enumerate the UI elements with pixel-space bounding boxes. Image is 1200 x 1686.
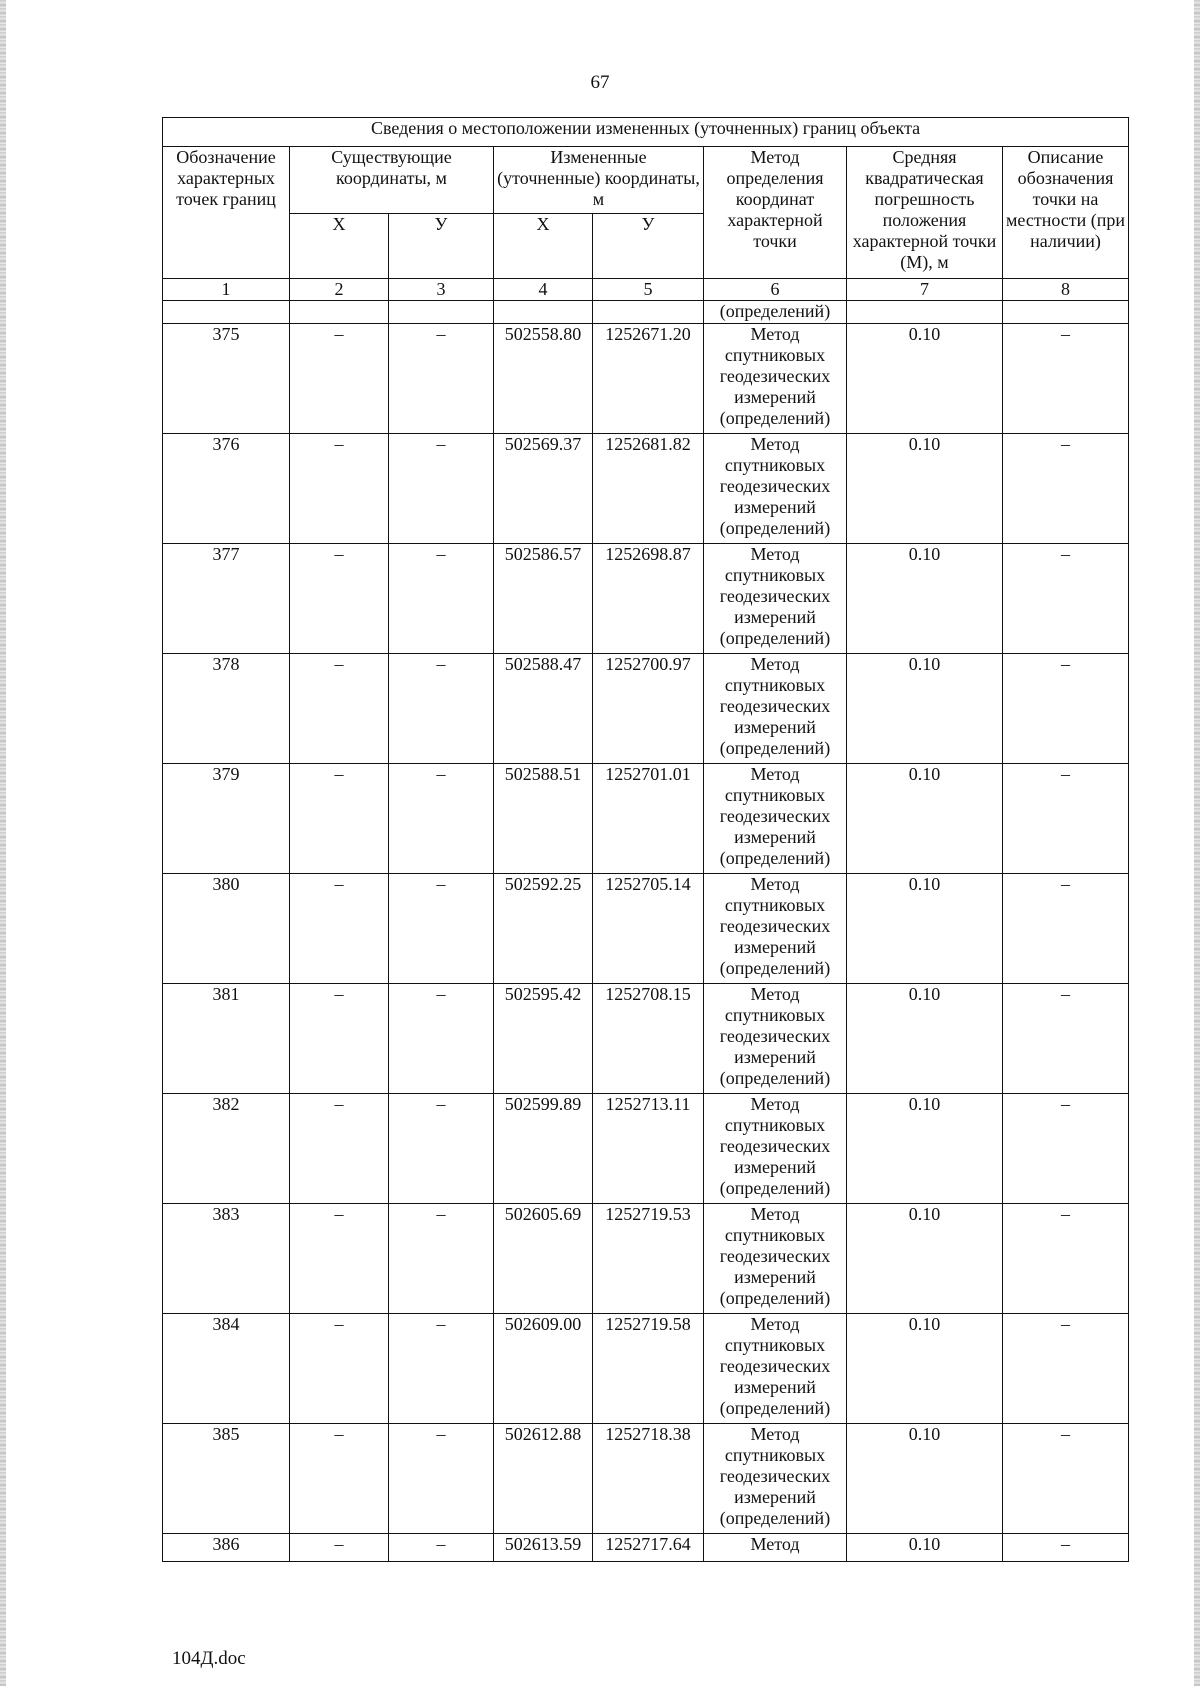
cell-changed-x: 502599.89: [494, 1094, 593, 1204]
cell-mean-error: 0.10: [847, 1424, 1003, 1534]
table-row: [163, 654, 1129, 764]
cell-changed-y: 1252701.01: [593, 764, 704, 874]
cell-changed-y: 1252713.11: [593, 1094, 704, 1204]
cell-changed-x: 502609.00: [494, 1314, 593, 1424]
cell-point-id: 377: [163, 544, 290, 654]
header-existing-coordinates: Существующие координаты, м: [290, 147, 494, 214]
cell-point-id: 383: [163, 1204, 290, 1314]
cell-method: Метод спутниковых геодезических измерений (определений): [704, 654, 847, 764]
cell-description: –: [1003, 1204, 1129, 1314]
continuation-row: [163, 301, 1129, 324]
cell-existing-x: –: [290, 1534, 389, 1562]
cell-mean-error: 0.10: [847, 434, 1003, 544]
cell-existing-y: –: [389, 544, 494, 654]
cell-existing-y: –: [389, 654, 494, 764]
cell-method: Метод спутниковых геодезических измерений (определений): [704, 1314, 847, 1424]
continuation-method-text: (определений): [704, 301, 847, 324]
cell-description: –: [1003, 1094, 1129, 1204]
cell-mean-error: 0.10: [847, 1534, 1003, 1562]
column-number: 4: [494, 279, 593, 301]
header-point-designation: Обозначение характерных точек границ: [163, 147, 290, 279]
column-number: 6: [704, 279, 847, 301]
table-row: [163, 434, 1129, 544]
header-mean-error: Средняя квадратическая погрешность положения характерной точки (М), м: [847, 147, 1003, 279]
cell-description: –: [1003, 1534, 1129, 1562]
cell-changed-y: 1252698.87: [593, 544, 704, 654]
table-row: [163, 544, 1129, 654]
cell-changed-y: 1252717.64: [593, 1534, 704, 1562]
boundary-coordinates-table: [162, 117, 1129, 1562]
cell-method: Метод спутниковых геодезических измерений (определений): [704, 764, 847, 874]
page-number: 67: [590, 72, 610, 93]
header-changed-x: Х: [494, 214, 593, 279]
header-method: Метод определения координат характерной точки: [704, 147, 847, 279]
cell-mean-error: 0.10: [847, 984, 1003, 1094]
cell-existing-y: –: [389, 1314, 494, 1424]
cell-mean-error: 0.10: [847, 764, 1003, 874]
cell-method: Метод спутниковых геодезических измерений (определений): [704, 434, 847, 544]
cell-existing-y: –: [389, 1204, 494, 1314]
table-title: Сведения о местоположении измененных (уточненных) границ объекта: [163, 118, 1129, 147]
cell-existing-y: –: [389, 434, 494, 544]
scan-edge-right: [1194, 0, 1200, 1686]
cell-method: Метод спутниковых геодезических измерений (определений): [704, 324, 847, 434]
cell-description: –: [1003, 1424, 1129, 1534]
cell-description: –: [1003, 324, 1129, 434]
cell-point-id: 376: [163, 434, 290, 544]
column-number: 2: [290, 279, 389, 301]
cell-existing-y: –: [389, 984, 494, 1094]
cell-changed-x: 502612.88: [494, 1424, 593, 1534]
cell-description: –: [1003, 654, 1129, 764]
cell-method: Метод спутниковых геодезических измерений (определений): [704, 984, 847, 1094]
table-row: [163, 324, 1129, 434]
cell-changed-y: 1252681.82: [593, 434, 704, 544]
cell-description: –: [1003, 874, 1129, 984]
cell-point-id: 382: [163, 1094, 290, 1204]
cell-existing-x: –: [290, 1094, 389, 1204]
header-changed-y: У: [593, 214, 704, 279]
cell-point-id: 379: [163, 764, 290, 874]
cell-changed-x: 502588.47: [494, 654, 593, 764]
cell-existing-y: –: [389, 324, 494, 434]
cell-existing-x: –: [290, 874, 389, 984]
column-number-row: [163, 279, 1129, 301]
footer-filename: 104Д.doc: [172, 1648, 246, 1669]
cell-existing-y: –: [389, 1424, 494, 1534]
cell-mean-error: 0.10: [847, 324, 1003, 434]
cell-existing-y: –: [389, 1534, 494, 1562]
cell-changed-x: 502569.37: [494, 434, 593, 544]
cell-existing-x: –: [290, 1314, 389, 1424]
cell-description: –: [1003, 984, 1129, 1094]
scan-edge-left: [0, 0, 6, 1686]
cell-point-id: 386: [163, 1534, 290, 1562]
cell-description: –: [1003, 764, 1129, 874]
column-number: 1: [163, 279, 290, 301]
cell-method: Метод спутниковых геодезических измерений (определений): [704, 1204, 847, 1314]
table-row: [163, 1534, 1129, 1562]
header-description: Описание обозначения точки на местности (при наличии): [1003, 147, 1129, 279]
table-row: [163, 764, 1129, 874]
cell-point-id: 378: [163, 654, 290, 764]
cell-point-id: 381: [163, 984, 290, 1094]
table-row: [163, 1424, 1129, 1534]
cell-existing-x: –: [290, 324, 389, 434]
table-row: [163, 1204, 1129, 1314]
cell-existing-y: –: [389, 874, 494, 984]
cell-changed-x: 502558.80: [494, 324, 593, 434]
cell-method: Метод спутниковых геодезических измерений (определений): [704, 874, 847, 984]
header-existing-x: Х: [290, 214, 389, 279]
cell-method: Метод спутниковых геодезических измерений (определений): [704, 544, 847, 654]
cell-existing-x: –: [290, 984, 389, 1094]
cell-existing-y: –: [389, 1094, 494, 1204]
column-number: 7: [847, 279, 1003, 301]
cell-mean-error: 0.10: [847, 1204, 1003, 1314]
cell-changed-y: 1252708.15: [593, 984, 704, 1094]
cell-changed-x: 502613.59: [494, 1534, 593, 1562]
cell-mean-error: 0.10: [847, 654, 1003, 764]
table-row: [163, 984, 1129, 1094]
cell-point-id: 380: [163, 874, 290, 984]
cell-description: –: [1003, 1314, 1129, 1424]
cell-existing-x: –: [290, 434, 389, 544]
cell-mean-error: 0.10: [847, 544, 1003, 654]
cell-changed-x: 502588.51: [494, 764, 593, 874]
cell-description: –: [1003, 434, 1129, 544]
cell-changed-x: 502595.42: [494, 984, 593, 1094]
table-row: [163, 1314, 1129, 1424]
cell-existing-x: –: [290, 654, 389, 764]
cell-mean-error: 0.10: [847, 1094, 1003, 1204]
cell-changed-y: 1252671.20: [593, 324, 704, 434]
cell-existing-x: –: [290, 544, 389, 654]
cell-point-id: 375: [163, 324, 290, 434]
cell-point-id: 384: [163, 1314, 290, 1424]
cell-existing-x: –: [290, 764, 389, 874]
cell-existing-x: –: [290, 1424, 389, 1534]
cell-changed-y: 1252718.38: [593, 1424, 704, 1534]
cell-description: –: [1003, 544, 1129, 654]
cell-changed-x: 502586.57: [494, 544, 593, 654]
cell-changed-x: 502605.69: [494, 1204, 593, 1314]
cell-method: Метод спутниковых геодезических измерений (определений): [704, 1094, 847, 1204]
cell-method: Метод: [704, 1534, 847, 1562]
cell-mean-error: 0.10: [847, 874, 1003, 984]
cell-mean-error: 0.10: [847, 1314, 1003, 1424]
cell-point-id: 385: [163, 1424, 290, 1534]
column-number: 8: [1003, 279, 1129, 301]
cell-changed-y: 1252719.53: [593, 1204, 704, 1314]
column-number: 3: [389, 279, 494, 301]
cell-existing-x: –: [290, 1204, 389, 1314]
header-existing-y: У: [389, 214, 494, 279]
cell-changed-y: 1252705.14: [593, 874, 704, 984]
cell-changed-y: 1252719.58: [593, 1314, 704, 1424]
header-changed-coordinates: Измененные (уточненные) координаты, м: [494, 147, 704, 214]
table-row: [163, 874, 1129, 984]
cell-changed-x: 502592.25: [494, 874, 593, 984]
table-row: [163, 1094, 1129, 1204]
cell-existing-y: –: [389, 764, 494, 874]
cell-method: Метод спутниковых геодезических измерений (определений): [704, 1424, 847, 1534]
cell-changed-y: 1252700.97: [593, 654, 704, 764]
column-number: 5: [593, 279, 704, 301]
